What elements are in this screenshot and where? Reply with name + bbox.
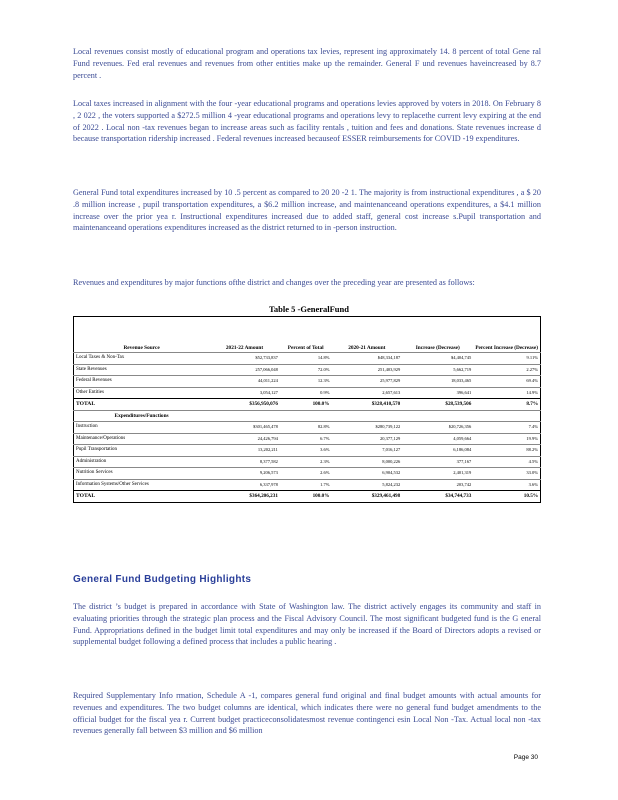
row-value: 13,202,211: [209, 445, 280, 457]
general-fund-table: [73, 316, 541, 503]
row-value: 88.2%: [473, 445, 540, 457]
header-amount-2122: 2021-22 Amount: [225, 345, 264, 351]
table-header-row: [74, 317, 541, 353]
paragraph-expenditures: General Fund total expenditures increased by 10 .5 percent as compared to 20 20 -2 1. The majority is from instructional expenditures , a $ 20 .8 million increase , pupil transportation expenditures, a $6.2 million increase, and maintenanceand operations expenditures, a $4.1 million increase over the prior yea r. Instructional expenditures increased due to added staff, general cost increase s.Pupil transportation and maintenanceand operations expenditures increased as the district returned to in -person instruction.: [73, 188, 541, 233]
row-label: Other Entities: [74, 387, 210, 399]
revenue-total-row: [74, 399, 541, 411]
row-value: $20,726,356: [402, 422, 473, 434]
row-label: Instruction: [74, 422, 210, 434]
page-label: Page: [513, 754, 529, 761]
header-pct-total: Percent of Total: [287, 345, 324, 351]
row-value: 69.4%: [473, 376, 540, 388]
row-value: $328,410,570: [331, 399, 402, 411]
expenditure-row: [74, 479, 541, 491]
row-label: TOTAL: [74, 399, 210, 411]
page-number: 30: [530, 754, 538, 761]
expenditure-row: [74, 468, 541, 480]
row-value: 14.8%: [280, 353, 332, 365]
row-value: 2.3%: [280, 456, 332, 468]
row-value: 3.6%: [473, 479, 540, 491]
revenue-row: [74, 376, 541, 388]
row-value: 4.5%: [473, 456, 540, 468]
empty-cell: [473, 410, 540, 422]
row-value: 7,016,127: [331, 445, 402, 457]
row-label: Local Taxes & Non-Tax: [74, 353, 210, 365]
row-value: 100.0%: [280, 399, 332, 411]
row-value: 6,337,978: [209, 479, 280, 491]
row-value: 9,206,573: [209, 468, 280, 480]
row-label: Administration: [74, 456, 210, 468]
row-value: 19.9%: [473, 433, 540, 445]
row-label: Maintenance/Operations: [74, 433, 210, 445]
row-value: 4,059,664: [402, 433, 473, 445]
row-value: 0.9%: [280, 387, 332, 399]
row-value: $329,461,498: [331, 491, 402, 503]
expenditure-row: [74, 445, 541, 457]
row-value: 12.3%: [280, 376, 332, 388]
section-heading-budgeting: General Fund Budgeting Highlights: [73, 574, 252, 585]
paragraph-local-revenues: Local revenues consist mostly of educational program and operations tax levies, represent ing approximately 14. 8 percent of total Gene ral Fund revenues. Fed eral revenues and revenues from other entities make up the remainder. General F und revenues haveincreased by 8.7 percent .: [73, 47, 541, 80]
row-value: 8,377,582: [209, 456, 280, 468]
empty-cell: [402, 410, 473, 422]
row-value: $4,404,745: [402, 353, 473, 365]
row-value: 5,662,719: [402, 364, 473, 376]
row-value: 25,977,829: [331, 376, 402, 388]
empty-cell: [209, 410, 280, 422]
table-title: Table 5 -GeneralFund: [269, 304, 349, 314]
row-value: $48,334,187: [331, 353, 402, 365]
row-value: $301,465,478: [209, 422, 280, 434]
row-value: 33.0%: [473, 468, 540, 480]
row-label: Federal Revenues: [74, 376, 210, 388]
row-value: 8,000,226: [331, 456, 402, 468]
row-label: Nutrition Services: [74, 468, 210, 480]
row-value: 14.9%: [473, 387, 540, 399]
row-value: 2.6%: [280, 468, 332, 480]
header-increase: Increase (Decrease): [415, 345, 460, 351]
row-value: $280,739,122: [331, 422, 402, 434]
row-value: $28,539,506: [402, 399, 473, 411]
row-value: 3.6%: [280, 445, 332, 457]
expenditures-subheading-row: [74, 410, 541, 422]
row-value: 2,401,319: [402, 468, 473, 480]
expenditure-row: [74, 456, 541, 468]
expenditure-row: [74, 422, 541, 434]
empty-cell: [331, 410, 402, 422]
row-label: State Revenues: [74, 364, 210, 376]
row-value: 7.4%: [473, 422, 540, 434]
row-value: 251,403,929: [331, 364, 402, 376]
row-value: 203,742: [402, 479, 473, 491]
header-pct-increase: Percent Increase (Decrease): [475, 345, 538, 351]
row-value: 1.7%: [280, 479, 332, 491]
row-value: 9.11%: [473, 353, 540, 365]
paragraph-local-taxes: Local taxes increased in alignment with the four -year educational programs and operations levies approved by voters in 2018. On February 8 , 2 022 , the voters supported a $272.5 million 4 -year educational programs and operations levy to replacethe current levy expiring at the end of 2022 . Local non -tax revenues began to increase areas such as facility rentals , tuition and fees and donations. State revenues increase d because transportation ridership increased . Federal revenues increased becauseof ESSER reimbursements for COVID -19 expenditures.: [73, 99, 541, 144]
row-value: 44,011,224: [209, 376, 280, 388]
paragraph-required-info: Required Supplementary Info rmation, Schedule A -1, compares general fund original and final budget amounts with actual amounts for revenues and expenditures. The two budget columns are identical, which indicates there were no general fund budget amendments to the official budget for the fiscal yea r. Current budget practiceconsolidatesmost revenue contingenci esin Local Non -Tax. Actual local non -tax revenues generally fall between $3 million and $6 million: [73, 691, 541, 736]
row-value: 8.7%: [473, 399, 540, 411]
row-value: 18,033,465: [402, 376, 473, 388]
row-value: 24,426,794: [209, 433, 280, 445]
row-label: TOTAL: [74, 491, 210, 503]
row-value: 5,824,232: [331, 479, 402, 491]
paragraph-table-intro: Revenues and expenditures by major functions ofthe district and changes over the preceding year are presented as follows:: [73, 278, 475, 287]
row-value: 20,377,129: [331, 433, 402, 445]
empty-cell: [280, 410, 332, 422]
row-value: 2,657,613: [331, 387, 402, 399]
row-value: 257,066,048: [209, 364, 280, 376]
row-value: 100.0%: [280, 491, 332, 503]
row-value: $356,950,076: [209, 399, 280, 411]
row-value: 396,641: [402, 387, 473, 399]
header-amount-2021: 2020-21 Amount: [348, 345, 386, 351]
expenditure-row: [74, 433, 541, 445]
row-value: $34,744,733: [402, 491, 473, 503]
row-value: $52,733,837: [209, 353, 280, 365]
row-value: 10.5%: [473, 491, 540, 503]
revenue-row: [74, 364, 541, 376]
row-value: 2.27%: [473, 364, 540, 376]
row-value: 72.0%: [280, 364, 332, 376]
row-label: Information Systems/Other Services: [74, 479, 210, 491]
page-footer: [514, 754, 538, 761]
row-label: Pupil Transportation: [74, 445, 210, 457]
paragraph-budget-law: The district ’s budget is prepared in accordance with State of Washington law. The district actively engages its community and staff in evaluating priorities through the strategic plan process and the Fiscal Advisory Council. The most significant budgeted fund is the G eneral Fund. Appropriations defined in the budget limit total expenditures and may only be increased if the Board of Directors adopts a revised or supplemental budget following a defined process that includes a public hearing .: [73, 602, 541, 647]
row-value: 377,167: [402, 456, 473, 468]
row-value: 82.8%: [280, 422, 332, 434]
expenditures-subheading: Expenditures/Functions: [74, 410, 210, 422]
header-source: Revenue Source: [123, 345, 160, 351]
revenue-row: [74, 353, 541, 365]
row-value: 6,186,084: [402, 445, 473, 457]
revenue-row: [74, 387, 541, 399]
expenditure-total-row: [74, 491, 541, 503]
row-value: $364,206,231: [209, 491, 280, 503]
row-value: 6,904,532: [331, 468, 402, 480]
row-value: 6.7%: [280, 433, 332, 445]
row-value: 3,054,127: [209, 387, 280, 399]
